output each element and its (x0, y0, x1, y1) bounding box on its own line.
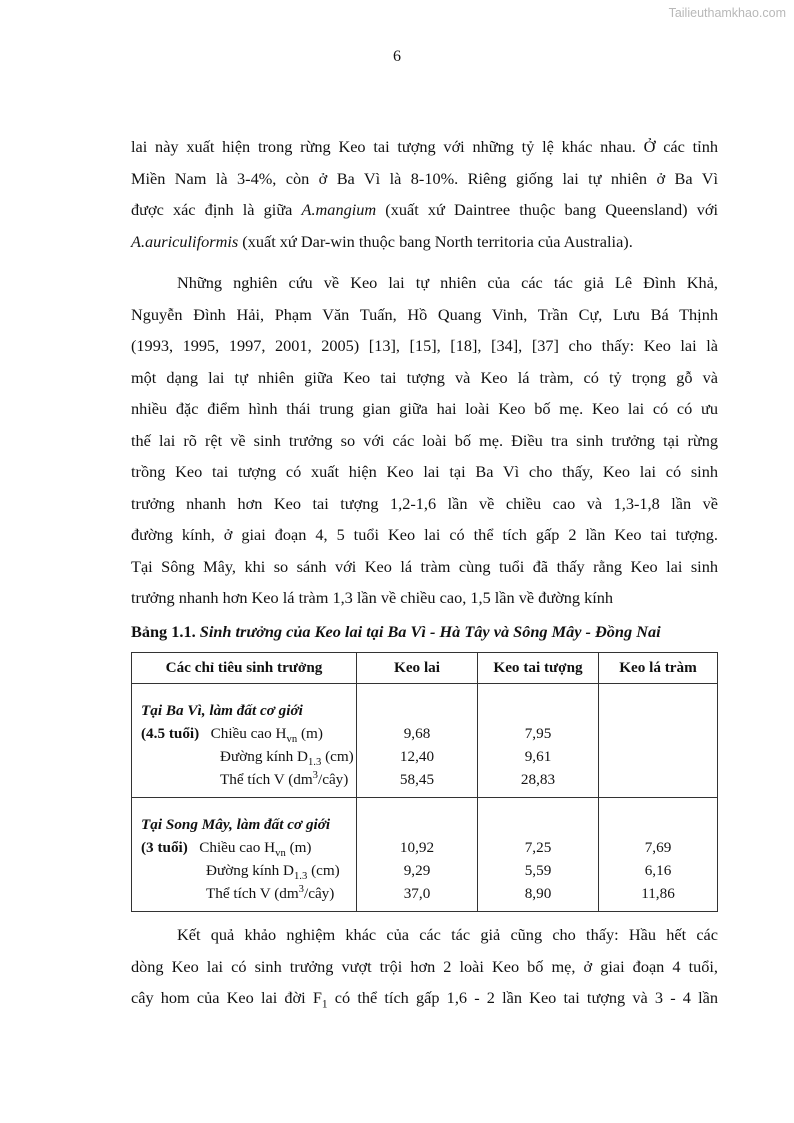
text-fragment: (xuất xứ Daintree thuộc bang Queensland) với (376, 200, 718, 219)
diameter-row-label (132, 859, 356, 882)
text-line: Miền Nam là 3-4%, còn ở Ba Vì là 8-10%. Riêng giống lai tự nhiên ở Ba Vì (131, 168, 718, 188)
text-line: (1993, 1995, 1997, 2001, 2005) [13], [15], [18], [34], [37] cho thấy: Keo lai là (131, 336, 718, 355)
text-line: trưởng nhanh hơn Keo lá tràm 1,3 lần về chiều cao, 1,5 lần về đường kính (131, 588, 614, 607)
keo-lai-cell (357, 684, 478, 798)
height-unit: (m) (285, 839, 312, 856)
age-label: (3 tuổi) (141, 839, 188, 856)
text-line: trồng Keo tai tượng có xuất hiện Keo lai tại Ba Vì cho thấy, Keo lai có sinh (131, 462, 718, 481)
table-group-ba-vi (132, 684, 718, 798)
volume-label: Thể tích V (dm (206, 885, 299, 902)
volume-superscript: 3 (312, 769, 318, 781)
table-caption-title: Sinh trưởng của Keo lai tại Ba Vì - Hà Tây và Sông Mây - Đồng Nai (195, 622, 661, 641)
paragraph-2 (131, 267, 718, 614)
group-title: Tại Ba Vì, làm đất cơ giới (141, 702, 303, 719)
value: 5,59 (524, 862, 552, 879)
diameter-label: Đường kính D (220, 748, 308, 765)
age-label: (4.5 tuổi) (141, 725, 200, 742)
keo-tai-tuong-cell (478, 684, 599, 798)
volume-unit: /cây) (317, 771, 349, 788)
volume-label: Thể tích V (dm (220, 771, 313, 788)
volume-superscript: 3 (298, 883, 304, 895)
text-line: thế lai rõ rệt về sinh trưởng so với các loài bố mẹ. Điều tra sinh trưởng tại rừng (131, 430, 718, 450)
diameter-subscript: 1.3 (307, 757, 322, 769)
text-line: một dạng lai tự nhiên giữa Keo tai tượng và Keo lá tràm, có tỷ trọng gỗ và (131, 367, 718, 387)
height-label: Chiều cao H (210, 725, 287, 742)
text-line (131, 982, 718, 1014)
value: 9,29 (403, 862, 431, 879)
value: 7,95 (524, 725, 552, 742)
paragraph-3 (131, 919, 718, 1014)
group-title: Tại Song Mây, làm đất cơ giới (141, 816, 331, 833)
text-line: lai này xuất hiện trong rừng Keo tai tượng với những tỷ lệ khác nhau. Ở các tỉnh (131, 137, 718, 156)
height-subscript: vn (286, 734, 298, 746)
header-keo-lai: Keo lai (357, 653, 478, 684)
value: 9,61 (524, 748, 552, 765)
volume-row-label (132, 768, 356, 791)
table-caption (131, 622, 721, 642)
paragraph-1 (131, 131, 718, 257)
text-line: Những nghiên cứu về Keo lai tự nhiên của các tác giả Lê Đình Khả, (177, 273, 718, 292)
value: 11,86 (641, 885, 675, 902)
height-subscript: vn (275, 848, 286, 860)
species-name: A.mangium (301, 200, 377, 219)
keo-lai-cell (357, 798, 478, 912)
text-line: trưởng nhanh hơn Keo tai tượng 1,2-1,6 lần về chiều cao và 1,3-1,8 lần về (131, 493, 718, 513)
value: 9,68 (403, 725, 431, 742)
diameter-row-label (132, 745, 356, 768)
table-group-song-may (132, 798, 718, 912)
criteria-cell (132, 798, 357, 912)
watermark: Tailieuthamkhao.com (668, 6, 786, 20)
value (599, 745, 717, 768)
value: 12,40 (399, 748, 435, 765)
text-fragment: được xác định là giữa (131, 200, 302, 219)
text-line: dòng Keo lai có sinh trưởng vượt trội hơn 2 loài Keo bố mẹ, ở giai đoạn 4 tuổi, (131, 956, 718, 976)
table-header-row (132, 653, 718, 684)
keo-la-tram-cell (599, 684, 718, 798)
header-keo-tai-tuong: Keo tai tượng (478, 653, 599, 684)
text-fragment: có thể tích gấp 1,6 - 2 lần Keo tai tượng và 3 - 4 lần (327, 988, 719, 1007)
table-caption-label: Bảng 1.1. (131, 622, 196, 641)
text-line (131, 226, 718, 258)
text-line: nhiều đặc điểm hình thái trung gian giữa hai loài Keo bố mẹ. Keo lai có có ưu (131, 399, 718, 418)
text-line: đường kính, ở giai đoạn 4, 5 tuổi Keo lai có thể tích gấp 2 lần Keo tai tượng. (131, 525, 718, 544)
value: 7,69 (644, 839, 672, 856)
value (599, 722, 717, 745)
subscript: 1 (321, 998, 328, 1011)
diameter-subscript: 1.3 (293, 871, 308, 883)
height-label: Chiều cao H (199, 839, 276, 856)
page-number: 6 (393, 48, 401, 65)
value: 37,0 (403, 885, 431, 902)
value (599, 768, 717, 791)
text-fragment: (xuất xứ Dar-win thuộc bang North territoria của Australia). (238, 231, 633, 251)
value: 58,45 (399, 771, 435, 788)
text-fragment: cây hom của Keo lai đời F (131, 988, 322, 1007)
volume-unit: /cây) (303, 885, 335, 902)
value: 8,90 (524, 885, 552, 902)
species-name: A.auriculiformis (131, 231, 239, 251)
height-unit: (m) (297, 725, 323, 742)
diameter-label: Đường kính D (206, 862, 294, 879)
height-row-label (132, 722, 356, 745)
criteria-cell (132, 684, 357, 798)
keo-la-tram-cell (599, 798, 718, 912)
diameter-unit: (cm) (321, 748, 354, 765)
value: 6,16 (644, 862, 672, 879)
header-keo-la-tram: Keo lá tràm (599, 653, 718, 684)
growth-table (131, 652, 718, 912)
value: 28,83 (520, 771, 556, 788)
text-line (131, 194, 718, 226)
value: 7,25 (524, 839, 552, 856)
value: 10,92 (399, 839, 435, 856)
diameter-unit: (cm) (307, 862, 340, 879)
volume-row-label (132, 882, 356, 905)
height-row-label (132, 836, 356, 859)
header-criteria: Các chỉ tiêu sinh trưởng (132, 653, 357, 684)
text-line: Tại Sông Mây, khi so sánh với Keo lá tràm cùng tuổi đã thấy rằng Keo lai sinh (131, 556, 718, 576)
text-line: Kết quả khảo nghiệm khác của các tác giả cũng cho thấy: Hầu hết các (177, 925, 718, 944)
keo-tai-tuong-cell (478, 798, 599, 912)
text-line: Nguyễn Đình Hải, Phạm Văn Tuấn, Hồ Quang Vinh, Trần Cự, Lưu Bá Thịnh (131, 304, 718, 324)
